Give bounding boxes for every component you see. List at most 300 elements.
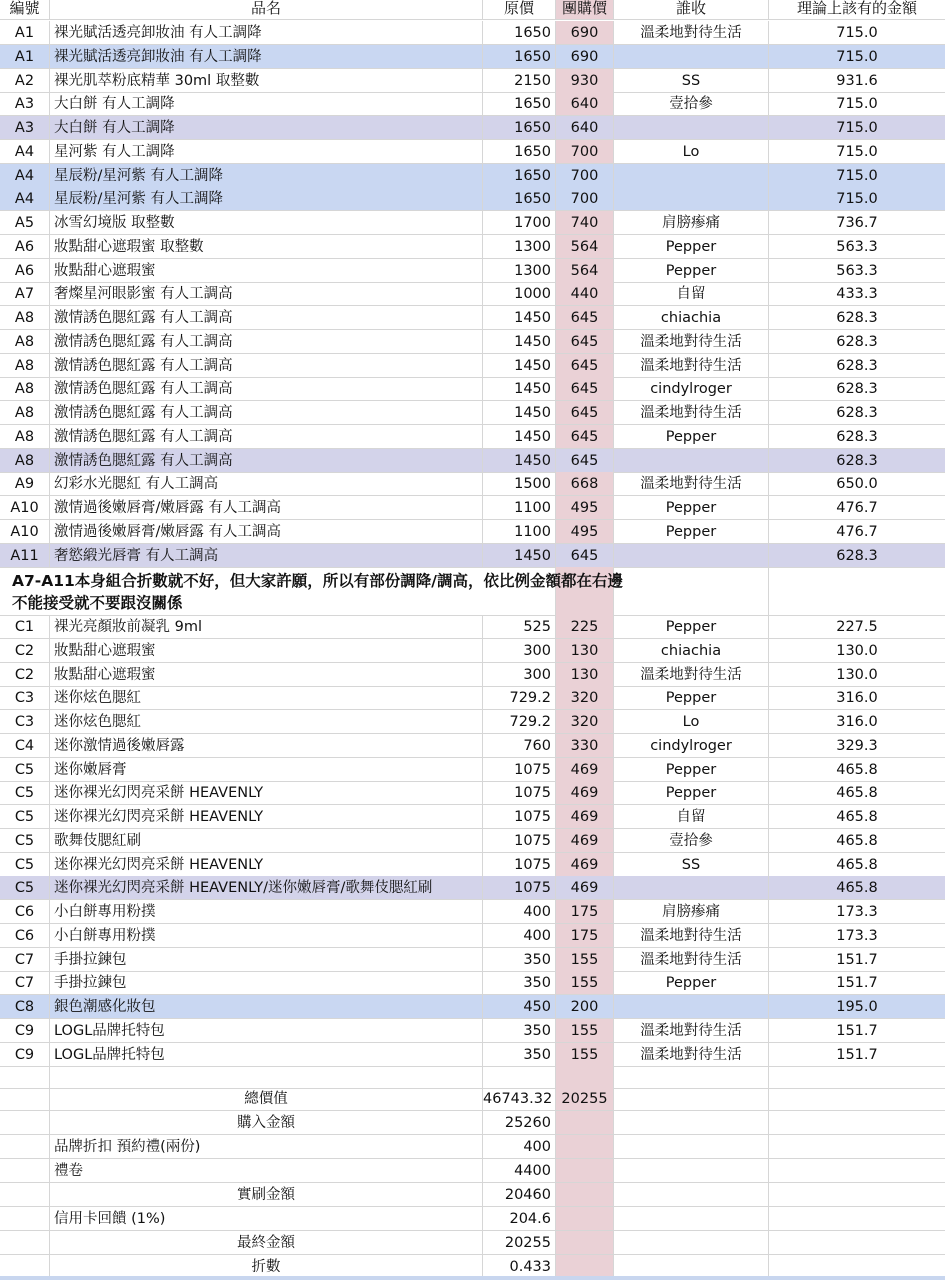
cell-buyer[interactable]: 肩膀瘆痛	[614, 211, 769, 235]
cell-buyer[interactable]: 溫柔地對待生活	[614, 1043, 769, 1067]
cell-name[interactable]: 裸光賦活透亮卸妝油 有人工調降	[50, 45, 483, 69]
cell-group-price[interactable]: 645	[556, 354, 614, 378]
summary-value[interactable]: 0.433	[483, 1255, 556, 1279]
cell-name[interactable]: 迷你裸光幻閃亮采餅 HEAVENLY	[50, 781, 483, 805]
cell-name[interactable]: 銀色潮感化妝包	[50, 995, 483, 1019]
cell-theory-amount[interactable]: 628.3	[769, 425, 945, 449]
cell-id[interactable]: C1	[0, 615, 50, 639]
cell-buyer[interactable]: SS	[614, 853, 769, 877]
header-id[interactable]: 編號	[0, 0, 50, 20]
cell-theory-amount[interactable]: 433.3	[769, 282, 945, 306]
note-line-1[interactable]: A7-A11本身組合折數就不好，但大家許願，所以有部份調降/調高，依比例金額都在右邊	[12, 572, 623, 590]
cell-group-price[interactable]: 175	[556, 924, 614, 948]
cell-name[interactable]: 冰雪幻境版 取整數	[50, 211, 483, 235]
cell-name[interactable]: 小白餅專用粉撲	[50, 900, 483, 924]
cell-theory-amount[interactable]: 650.0	[769, 472, 945, 496]
cell-theory-amount[interactable]: 465.8	[769, 758, 945, 782]
cell-buyer[interactable]: cindylroger	[614, 377, 769, 401]
cell-id[interactable]: C9	[0, 1019, 50, 1043]
cell-buyer[interactable]: 溫柔地對待生活	[614, 1019, 769, 1043]
cell-orig-price[interactable]: 1500	[483, 472, 556, 496]
cell-buyer[interactable]: Pepper	[614, 971, 769, 995]
cell-empty[interactable]	[614, 1135, 769, 1159]
header-orig[interactable]: 原價	[483, 0, 556, 20]
cell-orig-price[interactable]: 350	[483, 948, 556, 972]
cell-group-price[interactable]: 640	[556, 92, 614, 116]
summary-label[interactable]: 最終金額	[50, 1231, 483, 1255]
cell-group-price[interactable]: 640	[556, 116, 614, 140]
cell-name[interactable]: 迷你嫩唇膏	[50, 758, 483, 782]
cell-theory-amount[interactable]: 628.3	[769, 449, 945, 473]
cell-group-price[interactable]: 668	[556, 472, 614, 496]
cell-empty[interactable]	[769, 1159, 945, 1183]
cell-buyer[interactable]: chiachia	[614, 306, 769, 330]
cell-theory-amount[interactable]: 715.0	[769, 140, 945, 164]
cell-orig-price[interactable]: 1075	[483, 758, 556, 782]
header-group[interactable]: 團購價	[556, 0, 614, 20]
cell-group-price[interactable]: 564	[556, 259, 614, 283]
cell-id[interactable]: C4	[0, 734, 50, 758]
cell-name[interactable]: 妝點甜心遮瑕蜜	[50, 259, 483, 283]
cell-buyer[interactable]	[614, 449, 769, 473]
cell-id[interactable]: A8	[0, 401, 50, 425]
cell-buyer[interactable]: chiachia	[614, 639, 769, 663]
cell-group-price[interactable]: 740	[556, 211, 614, 235]
cell-empty[interactable]	[614, 1231, 769, 1255]
cell-theory-amount[interactable]: 465.8	[769, 781, 945, 805]
summary-label[interactable]: 折數	[50, 1255, 483, 1279]
cell-name[interactable]: 激情誘色腮紅露 有人工調高	[50, 425, 483, 449]
cell-orig-price[interactable]: 1075	[483, 853, 556, 877]
cell-buyer[interactable]: cindylroger	[614, 734, 769, 758]
cell-group-price[interactable]: 700	[556, 140, 614, 164]
cell-group-price[interactable]: 495	[556, 520, 614, 544]
cell-name[interactable]: 小白餅專用粉撲	[50, 924, 483, 948]
cell-theory-amount[interactable]: 465.8	[769, 876, 945, 900]
cell-name[interactable]: 激情過後嫩唇膏/嫩唇露 有人工調高	[50, 496, 483, 520]
cell-group-price[interactable]: 155	[556, 971, 614, 995]
cell-theory-amount[interactable]: 715.0	[769, 116, 945, 140]
cell-group-price[interactable]: 469	[556, 876, 614, 900]
cell-theory-amount[interactable]: 151.7	[769, 948, 945, 972]
cell-name[interactable]: 激情誘色腮紅露 有人工調高	[50, 377, 483, 401]
cell-id[interactable]: C7	[0, 971, 50, 995]
cell-buyer[interactable]: 肩膀瘆痛	[614, 900, 769, 924]
cell-id[interactable]: C2	[0, 639, 50, 663]
cell-id[interactable]: A11	[0, 544, 50, 568]
cell-buyer[interactable]: Pepper	[614, 496, 769, 520]
cell-buyer[interactable]: 溫柔地對待生活	[614, 948, 769, 972]
summary-value[interactable]: 204.6	[483, 1207, 556, 1231]
cell-orig-price[interactable]: 300	[483, 663, 556, 687]
cell-group-price[interactable]: 645	[556, 306, 614, 330]
cell-group-price[interactable]: 130	[556, 663, 614, 687]
cell-buyer[interactable]: Pepper	[614, 520, 769, 544]
cell-empty[interactable]	[0, 1087, 50, 1111]
cell-orig-price[interactable]: 300	[483, 639, 556, 663]
cell-id[interactable]: C5	[0, 805, 50, 829]
cell-empty[interactable]	[769, 1111, 945, 1135]
cell-name[interactable]: 迷你裸光幻閃亮采餅 HEAVENLY	[50, 853, 483, 877]
cell-empty[interactable]	[769, 1087, 945, 1111]
summary-value[interactable]: 20460	[483, 1183, 556, 1207]
cell-empty[interactable]	[769, 1231, 945, 1255]
cell-id[interactable]: A1	[0, 45, 50, 69]
cell-theory-amount[interactable]: 173.3	[769, 924, 945, 948]
cell-buyer[interactable]	[614, 116, 769, 140]
cell-name[interactable]: 迷你激情過後嫩唇露	[50, 734, 483, 758]
cell-buyer[interactable]: 溫柔地對待生活	[614, 663, 769, 687]
cell-theory-amount[interactable]: 931.6	[769, 69, 945, 93]
cell-id[interactable]: A7	[0, 282, 50, 306]
summary-group-value[interactable]	[556, 1159, 614, 1183]
cell-name[interactable]: 裸光亮顏妝前凝乳 9ml	[50, 615, 483, 639]
cell-orig-price[interactable]: 1100	[483, 496, 556, 520]
cell-id[interactable]: C3	[0, 710, 50, 734]
cell-theory-amount[interactable]: 329.3	[769, 734, 945, 758]
cell-theory-amount[interactable]: 715.0	[769, 187, 945, 211]
cell-buyer[interactable]	[614, 164, 769, 188]
note-line-2[interactable]: 不能接受就不要跟沒關係	[12, 594, 183, 612]
cell-theory-amount[interactable]: 151.7	[769, 971, 945, 995]
summary-value[interactable]: 4400	[483, 1159, 556, 1183]
cell-group-price[interactable]: 469	[556, 758, 614, 782]
cell-name[interactable]: 星河紫 有人工調降	[50, 140, 483, 164]
cell-name[interactable]: 激情過後嫩唇膏/嫩唇露 有人工調高	[50, 520, 483, 544]
cell-orig-price[interactable]: 1650	[483, 187, 556, 211]
cell-group-price[interactable]: 690	[556, 21, 614, 45]
cell-group-price[interactable]: 645	[556, 401, 614, 425]
cell-group-price[interactable]: 645	[556, 449, 614, 473]
cell-orig-price[interactable]: 350	[483, 971, 556, 995]
cell-name[interactable]: 迷你裸光幻閃亮采餅 HEAVENLY/迷你嫩唇膏/歌舞伎腮紅刷	[50, 876, 483, 900]
cell-theory-amount[interactable]: 465.8	[769, 829, 945, 853]
cell-id[interactable]: A8	[0, 377, 50, 401]
cell-name[interactable]: 幻彩水光腮紅 有人工調高	[50, 472, 483, 496]
cell-buyer[interactable]: 溫柔地對待生活	[614, 401, 769, 425]
cell-name[interactable]: 裸光肌萃粉底精華 30ml 取整數	[50, 69, 483, 93]
cell-id[interactable]: C5	[0, 876, 50, 900]
cell-theory-amount[interactable]: 715.0	[769, 45, 945, 69]
cell-buyer[interactable]: Pepper	[614, 425, 769, 449]
cell-orig-price[interactable]: 1100	[483, 520, 556, 544]
cell-buyer[interactable]: Pepper	[614, 259, 769, 283]
cell-orig-price[interactable]: 1000	[483, 282, 556, 306]
cell-group-price[interactable]: 469	[556, 829, 614, 853]
cell-orig-price[interactable]: 729.2	[483, 686, 556, 710]
cell-orig-price[interactable]: 1700	[483, 211, 556, 235]
cell-orig-price[interactable]: 760	[483, 734, 556, 758]
cell-empty[interactable]	[0, 1159, 50, 1183]
header-theory[interactable]: 理論上該有的金額	[769, 0, 945, 20]
cell-theory-amount[interactable]: 130.0	[769, 663, 945, 687]
cell-buyer[interactable]: Pepper	[614, 781, 769, 805]
cell-group-price[interactable]: 469	[556, 853, 614, 877]
cell-empty[interactable]	[0, 1111, 50, 1135]
cell-orig-price[interactable]: 1075	[483, 829, 556, 853]
cell-theory-amount[interactable]: 628.3	[769, 401, 945, 425]
cell-buyer[interactable]	[614, 876, 769, 900]
cell-orig-price[interactable]: 1650	[483, 116, 556, 140]
cell-orig-price[interactable]: 1650	[483, 45, 556, 69]
cell-empty[interactable]	[614, 1183, 769, 1207]
cell-buyer[interactable]	[614, 544, 769, 568]
cell-id[interactable]: A6	[0, 235, 50, 259]
cell-id[interactable]: C6	[0, 900, 50, 924]
cell-orig-price[interactable]: 1300	[483, 235, 556, 259]
summary-group-value[interactable]	[556, 1111, 614, 1135]
cell-group-price[interactable]: 645	[556, 377, 614, 401]
cell-name[interactable]: 迷你炫色腮紅	[50, 710, 483, 734]
cell-name[interactable]: 激情誘色腮紅露 有人工調高	[50, 354, 483, 378]
cell-empty[interactable]	[614, 1207, 769, 1231]
cell-name[interactable]: 手掛拉鍊包	[50, 948, 483, 972]
cell-orig-price[interactable]: 1450	[483, 401, 556, 425]
cell-group-price[interactable]: 700	[556, 187, 614, 211]
cell-orig-price[interactable]: 450	[483, 995, 556, 1019]
cell-name[interactable]: LOGL品牌托特包	[50, 1019, 483, 1043]
cell-orig-price[interactable]: 1075	[483, 805, 556, 829]
cell-group-price[interactable]: 469	[556, 781, 614, 805]
cell-theory-amount[interactable]: 476.7	[769, 520, 945, 544]
cell-name[interactable]: LOGL品牌托特包	[50, 1043, 483, 1067]
cell-theory-amount[interactable]: 130.0	[769, 639, 945, 663]
cell-buyer[interactable]: 溫柔地對待生活	[614, 472, 769, 496]
cell-buyer[interactable]: 壹拾參	[614, 92, 769, 116]
cell-buyer[interactable]: 溫柔地對待生活	[614, 330, 769, 354]
cell-group-price[interactable]: 564	[556, 235, 614, 259]
cell-group-price[interactable]: 155	[556, 1043, 614, 1067]
cell-name[interactable]: 歌舞伎腮紅刷	[50, 829, 483, 853]
header-name[interactable]: 品名	[50, 0, 483, 20]
cell-id[interactable]: A9	[0, 472, 50, 496]
cell-empty[interactable]	[769, 1207, 945, 1231]
cell-group-price[interactable]: 690	[556, 45, 614, 69]
cell-theory-amount[interactable]: 563.3	[769, 235, 945, 259]
cell-theory-amount[interactable]: 628.3	[769, 377, 945, 401]
cell-theory-amount[interactable]: 316.0	[769, 710, 945, 734]
cell-id[interactable]: A3	[0, 92, 50, 116]
cell-group-price[interactable]: 469	[556, 805, 614, 829]
cell-orig-price[interactable]: 1450	[483, 330, 556, 354]
cell-theory-amount[interactable]: 151.7	[769, 1043, 945, 1067]
cell-id[interactable]: A2	[0, 69, 50, 93]
cell-theory-amount[interactable]: 715.0	[769, 164, 945, 188]
cell-theory-amount[interactable]: 628.3	[769, 306, 945, 330]
cell-orig-price[interactable]: 1650	[483, 92, 556, 116]
cell-orig-price[interactable]: 1075	[483, 876, 556, 900]
cell-theory-amount[interactable]: 173.3	[769, 900, 945, 924]
cell-name[interactable]: 迷你炫色腮紅	[50, 686, 483, 710]
cell-orig-price[interactable]: 729.2	[483, 710, 556, 734]
cell-empty[interactable]	[0, 1207, 50, 1231]
cell-buyer[interactable]: Pepper	[614, 758, 769, 782]
cell-empty[interactable]	[0, 1231, 50, 1255]
cell-group-price[interactable]: 155	[556, 948, 614, 972]
cell-id[interactable]: C9	[0, 1043, 50, 1067]
cell-orig-price[interactable]: 1075	[483, 781, 556, 805]
cell-buyer[interactable]: Lo	[614, 140, 769, 164]
cell-id[interactable]: A1	[0, 21, 50, 45]
cell-id[interactable]: C5	[0, 829, 50, 853]
summary-group-value[interactable]	[556, 1231, 614, 1255]
cell-buyer[interactable]: 自留	[614, 805, 769, 829]
cell-orig-price[interactable]: 2150	[483, 69, 556, 93]
cell-id[interactable]: A4	[0, 140, 50, 164]
cell-empty[interactable]	[0, 1183, 50, 1207]
cell-group-price[interactable]: 225	[556, 615, 614, 639]
cell-theory-amount[interactable]: 195.0	[769, 995, 945, 1019]
cell-name[interactable]: 手掛拉鍊包	[50, 971, 483, 995]
cell-group-price[interactable]: 700	[556, 164, 614, 188]
summary-group-value[interactable]: 20255	[556, 1087, 614, 1111]
cell-name[interactable]: 妝點甜心遮瑕蜜 取整數	[50, 235, 483, 259]
cell-name[interactable]: 星辰粉/星河紫 有人工調降	[50, 187, 483, 211]
summary-label[interactable]: 信用卡回饋 (1%)	[50, 1207, 483, 1231]
cell-buyer[interactable]	[614, 45, 769, 69]
cell-group-price[interactable]: 930	[556, 69, 614, 93]
cell-name[interactable]: 大白餅 有人工調降	[50, 92, 483, 116]
cell-orig-price[interactable]: 1450	[483, 425, 556, 449]
cell-id[interactable]: C2	[0, 663, 50, 687]
cell-orig-price[interactable]: 1650	[483, 140, 556, 164]
cell-orig-price[interactable]: 525	[483, 615, 556, 639]
cell-orig-price[interactable]: 1450	[483, 306, 556, 330]
cell-buyer[interactable]	[614, 187, 769, 211]
cell-theory-amount[interactable]: 715.0	[769, 92, 945, 116]
cell-name[interactable]: 妝點甜心遮瑕蜜	[50, 663, 483, 687]
cell-group-price[interactable]: 645	[556, 544, 614, 568]
cell-id[interactable]: A4	[0, 164, 50, 188]
cell-id[interactable]: A10	[0, 496, 50, 520]
cell-buyer[interactable]: SS	[614, 69, 769, 93]
cell-orig-price[interactable]: 1650	[483, 164, 556, 188]
cell-theory-amount[interactable]: 628.3	[769, 354, 945, 378]
cell-theory-amount[interactable]: 465.8	[769, 853, 945, 877]
cell-group-price[interactable]: 320	[556, 710, 614, 734]
cell-id[interactable]: A4	[0, 187, 50, 211]
cell-buyer[interactable]: Lo	[614, 710, 769, 734]
cell-buyer[interactable]	[614, 995, 769, 1019]
summary-group-value[interactable]	[556, 1183, 614, 1207]
header-buyer[interactable]: 誰收	[614, 0, 769, 20]
cell-theory-amount[interactable]: 227.5	[769, 615, 945, 639]
cell-group-price[interactable]: 645	[556, 425, 614, 449]
cell-group-price[interactable]: 175	[556, 900, 614, 924]
summary-group-value[interactable]	[556, 1135, 614, 1159]
cell-name[interactable]: 裸光賦活透亮卸妝油 有人工調降	[50, 21, 483, 45]
cell-theory-amount[interactable]: 476.7	[769, 496, 945, 520]
cell-orig-price[interactable]: 1300	[483, 259, 556, 283]
cell-name[interactable]: 激情誘色腮紅露 有人工調高	[50, 449, 483, 473]
cell-empty[interactable]	[614, 1111, 769, 1135]
cell-group-price[interactable]: 200	[556, 995, 614, 1019]
cell-orig-price[interactable]: 1650	[483, 21, 556, 45]
cell-theory-amount[interactable]: 736.7	[769, 211, 945, 235]
cell-buyer[interactable]: 壹拾參	[614, 829, 769, 853]
cell-name[interactable]: 激情誘色腮紅露 有人工調高	[50, 401, 483, 425]
cell-group-price[interactable]: 495	[556, 496, 614, 520]
cell-id[interactable]: A10	[0, 520, 50, 544]
cell-name[interactable]: 迷你裸光幻閃亮采餅 HEAVENLY	[50, 805, 483, 829]
cell-buyer[interactable]: Pepper	[614, 235, 769, 259]
cell-empty[interactable]	[769, 1135, 945, 1159]
cell-theory-amount[interactable]: 715.0	[769, 21, 945, 45]
cell-group-price[interactable]: 130	[556, 639, 614, 663]
summary-value[interactable]: 25260	[483, 1111, 556, 1135]
cell-name[interactable]: 奢慾緞光唇膏 有人工調高	[50, 544, 483, 568]
cell-buyer[interactable]: 溫柔地對待生活	[614, 354, 769, 378]
cell-empty[interactable]	[769, 1183, 945, 1207]
cell-id[interactable]: A8	[0, 330, 50, 354]
cell-id[interactable]: A8	[0, 449, 50, 473]
summary-value[interactable]: 400	[483, 1135, 556, 1159]
cell-group-price[interactable]: 645	[556, 330, 614, 354]
cell-id[interactable]: C8	[0, 995, 50, 1019]
cell-name[interactable]: 激情誘色腮紅露 有人工調高	[50, 330, 483, 354]
summary-label[interactable]: 總價值	[50, 1087, 483, 1111]
cell-orig-price[interactable]: 1450	[483, 449, 556, 473]
summary-value[interactable]: 46743.32	[483, 1087, 556, 1111]
cell-buyer[interactable]: 溫柔地對待生活	[614, 21, 769, 45]
cell-orig-price[interactable]: 1450	[483, 354, 556, 378]
cell-name[interactable]: 大白餅 有人工調降	[50, 116, 483, 140]
cell-group-price[interactable]: 155	[556, 1019, 614, 1043]
cell-group-price[interactable]: 320	[556, 686, 614, 710]
cell-id[interactable]: A8	[0, 306, 50, 330]
cell-empty[interactable]	[0, 1135, 50, 1159]
cell-orig-price[interactable]: 1450	[483, 544, 556, 568]
cell-group-price[interactable]: 440	[556, 282, 614, 306]
cell-theory-amount[interactable]: 628.3	[769, 330, 945, 354]
cell-orig-price[interactable]: 350	[483, 1019, 556, 1043]
summary-value[interactable]: 20255	[483, 1231, 556, 1255]
cell-theory-amount[interactable]: 151.7	[769, 1019, 945, 1043]
cell-buyer[interactable]: 溫柔地對待生活	[614, 924, 769, 948]
cell-name[interactable]: 星辰粉/星河紫 有人工調降	[50, 164, 483, 188]
cell-id[interactable]: A6	[0, 259, 50, 283]
cell-theory-amount[interactable]: 563.3	[769, 259, 945, 283]
summary-label[interactable]: 品牌折扣 預約禮(兩份)	[50, 1135, 483, 1159]
cell-buyer[interactable]: Pepper	[614, 615, 769, 639]
cell-theory-amount[interactable]: 465.8	[769, 805, 945, 829]
cell-id[interactable]: A3	[0, 116, 50, 140]
summary-label[interactable]: 實刷金額	[50, 1183, 483, 1207]
cell-buyer[interactable]: 自留	[614, 282, 769, 306]
cell-buyer[interactable]: Pepper	[614, 686, 769, 710]
summary-group-value[interactable]	[556, 1207, 614, 1231]
summary-label[interactable]: 禮卷	[50, 1159, 483, 1183]
summary-label[interactable]: 購入金額	[50, 1111, 483, 1135]
cell-theory-amount[interactable]: 316.0	[769, 686, 945, 710]
cell-name[interactable]: 妝點甜心遮瑕蜜	[50, 639, 483, 663]
cell-empty[interactable]	[614, 1087, 769, 1111]
cell-id[interactable]: C7	[0, 948, 50, 972]
cell-empty[interactable]	[614, 1159, 769, 1183]
cell-orig-price[interactable]: 400	[483, 924, 556, 948]
cell-orig-price[interactable]: 400	[483, 900, 556, 924]
cell-group-price[interactable]: 330	[556, 734, 614, 758]
cell-id[interactable]: C5	[0, 758, 50, 782]
cell-name[interactable]: 奢燦星河眼影蜜 有人工調高	[50, 282, 483, 306]
cell-id[interactable]: A8	[0, 425, 50, 449]
cell-theory-amount[interactable]: 628.3	[769, 544, 945, 568]
cell-id[interactable]: C5	[0, 853, 50, 877]
cell-id[interactable]: C5	[0, 781, 50, 805]
cell-orig-price[interactable]: 1450	[483, 377, 556, 401]
cell-id[interactable]: C3	[0, 686, 50, 710]
cell-id[interactable]: A5	[0, 211, 50, 235]
